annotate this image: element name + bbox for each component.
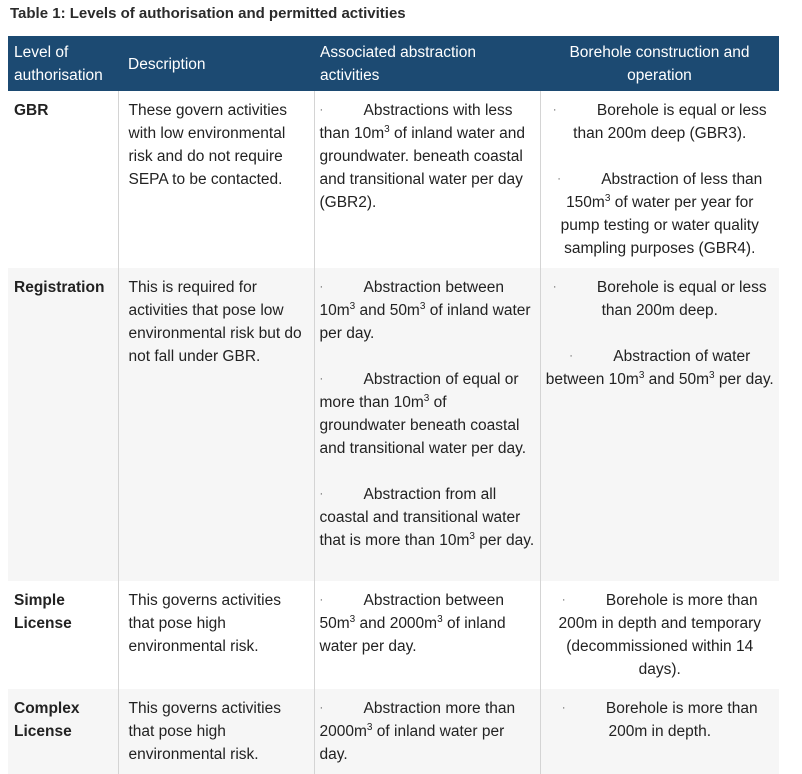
table-row bbox=[8, 581, 779, 689]
superscript: 3 bbox=[349, 613, 356, 625]
bullet-dot: · bbox=[552, 281, 557, 293]
description-cell: These govern activities with low environmental risk and do not require SEPA to be contacted. bbox=[118, 91, 314, 268]
header-level: Level of authorisation bbox=[8, 36, 118, 91]
level-cell: Registration bbox=[8, 268, 118, 581]
superscript: 3 bbox=[604, 192, 611, 204]
bullet-item: · Abstraction of water between $10m^3$ and $50m^3$ per day. bbox=[546, 345, 775, 391]
bullet-item: · Abstraction more than $2000m^3$ of inland water per day. bbox=[320, 697, 535, 766]
superscript: 3 bbox=[709, 369, 715, 381]
level-cell: GBR bbox=[8, 91, 118, 268]
borehole-cell bbox=[540, 689, 779, 774]
bullet-dot: · bbox=[561, 594, 566, 606]
superscript: 3 bbox=[419, 300, 426, 312]
header-abstraction: Associated abstraction activities bbox=[314, 36, 540, 91]
borehole-cell bbox=[540, 91, 779, 268]
header-description: Description bbox=[118, 36, 314, 91]
header-row bbox=[8, 36, 779, 91]
superscript: 3 bbox=[437, 613, 443, 625]
bullet-dot: · bbox=[557, 173, 561, 185]
table-row bbox=[8, 268, 779, 581]
borehole-cell bbox=[540, 268, 779, 581]
description-cell: This is required for activities that pose low environmental risk but do not fall under GBR. bbox=[118, 268, 314, 581]
bullet-item: · Borehole is more than 200m in depth. bbox=[546, 697, 775, 743]
bullet-item: · Abstractions with less than $10m^3$ of inland water and groundwater. beneath coastal and transitional water per day (GBR2). bbox=[320, 99, 535, 214]
superscript: 3 bbox=[638, 369, 645, 381]
bullet-dot: · bbox=[561, 702, 566, 714]
table-row bbox=[8, 91, 779, 268]
bullet-dot: · bbox=[319, 373, 324, 385]
bullet-item: · Abstraction between $10m^3$ and $50m^3$ of inland water per day. bbox=[320, 276, 535, 345]
bullet-item: · Abstraction between $50m^3$ and $2000m^3$ of inland water per day. bbox=[320, 589, 535, 658]
abstraction-cell bbox=[314, 91, 540, 268]
table-row bbox=[8, 689, 779, 774]
abstraction-cell bbox=[314, 689, 540, 774]
bullet-item: · Abstraction of equal or more than $10m^3$ of groundwater beneath coastal and transitional water per day. bbox=[320, 368, 535, 460]
bullet-item: · Borehole is equal or less than 200m deep. bbox=[546, 276, 775, 322]
header-borehole: Borehole construction and operation bbox=[540, 36, 779, 91]
bullet-item: · Abstraction from all coastal and transitional water that is more than $10m^3$ per day. bbox=[320, 483, 535, 552]
bullet-item: · Borehole is equal or less than 200m deep (GBR3). bbox=[546, 99, 775, 145]
level-cell: Simple License bbox=[8, 581, 118, 689]
borehole-cell bbox=[540, 581, 779, 689]
superscript: 3 bbox=[423, 392, 430, 404]
table-caption: Table 1: Levels of authorisation and permitted activities bbox=[10, 5, 406, 22]
bullet-item: · Abstraction of less than $150m^3$ of water per year for pump testing or water quality sampling purposes (GBR4). bbox=[546, 168, 775, 260]
superscript: 3 bbox=[366, 721, 373, 733]
description-cell: This governs activities that pose high environmental risk. bbox=[118, 581, 314, 689]
bullet-dot: · bbox=[319, 488, 324, 500]
bullet-dot: · bbox=[319, 281, 324, 293]
superscript: 3 bbox=[469, 530, 475, 542]
bullet-item: · Borehole is more than 200m in depth and temporary (decommissioned within 14 days). bbox=[546, 589, 775, 681]
superscript: 3 bbox=[349, 300, 356, 312]
bullet-dot: · bbox=[552, 104, 557, 116]
superscript: 3 bbox=[384, 123, 390, 135]
authorisation-table bbox=[8, 36, 779, 774]
bullet-dot: · bbox=[569, 350, 573, 362]
bullet-dot: · bbox=[319, 702, 324, 714]
description-cell: This governs activities that pose high environmental risk. bbox=[118, 689, 314, 774]
abstraction-cell bbox=[314, 581, 540, 689]
level-cell: Complex License bbox=[8, 689, 118, 774]
bullet-dot: · bbox=[319, 104, 324, 116]
bullet-dot: · bbox=[319, 594, 324, 606]
abstraction-cell bbox=[314, 268, 540, 581]
